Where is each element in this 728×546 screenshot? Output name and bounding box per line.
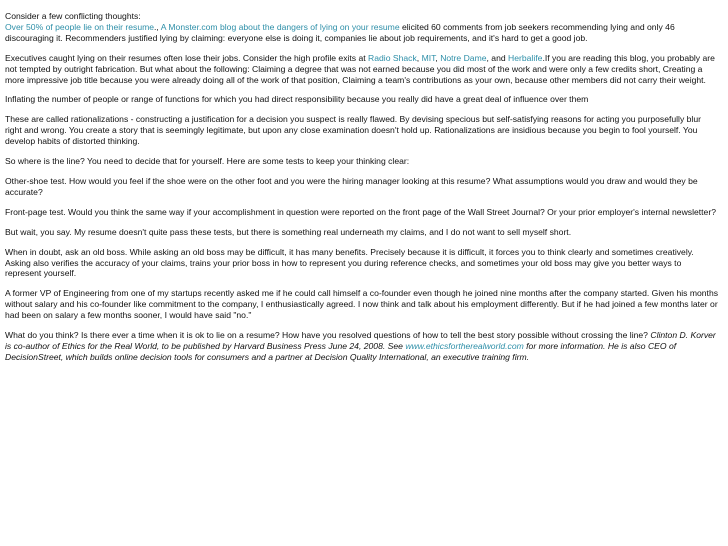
text-segment: , and [486,52,509,63]
link-herbalife[interactable]: Herbalife [508,52,543,63]
text-segment: , [416,52,422,63]
text-segment: , [435,52,441,63]
paragraph-executives [5,53,720,86]
link-ethics-for-the-real-world[interactable]: www.ethicsfortherealworld.com [405,340,524,351]
paragraph-where-is-the-line: So where is the line? You need to decide that for yourself. Here are some tests to keep your thinking clear: [5,156,410,167]
author-bio-part-2: for more information. He is also CEO of DecisionStreet, which builds online decision tools for consumers and a partner at Decision Quality International, an executive training firm. [5,340,677,362]
intro-line: Consider a few conflicting thoughts: [5,11,141,21]
link-notre-dame[interactable]: Notre Dame [440,52,487,63]
link-mit[interactable]: MIT [421,52,436,63]
text-segment: Executives caught lying on their resumes often lose their jobs. Consider the high profile exits at [5,52,369,63]
link-over-50-percent-lie[interactable]: Over 50% of people lie on their resume [5,21,155,32]
paragraph-other-shoe-test: Other-shoe test. How would you feel if the shoe were on the other foot and you were the hiring manager looking at this resume? What assumptions would you draw and would they be accurate? [5,175,698,197]
text-segment: What do you think? Is there ever a time when it is ok to lie on a resume? How have you resolved questions of how to tell the best story possible without crossing the line? [5,330,651,341]
document-body [5,11,720,372]
paragraph-ask-old-boss: When in doubt, ask an old boss. While asking an old boss may be difficult, it has many benefits. Precisely because it is difficult, it forces you to think clearly and sometimes creatively. Asking also verifies the accuracy of your claims, trains your prior boss in how to represent you during reference checks, and sometimes your old boss may give you better ways to represent yourself. [5,246,694,279]
text-segment: .If you are reading this blog, you probably are not tempted by outright fabrication. But what about the following: Claiming a degree that was not earned because you did most of the work and were only a few credits short, Creating a more impressive job title because you were already doing all of the work of that position, Claiming a team's contributions as your own, because other members did not carry their weight. [5,52,715,85]
text-segment: elicited 60 comments from job seekers recommending lying and only 46 discouraging it. Recommenders justified lying by claiming: everyone else is doing it, companies lie about job requirements, and it's hard to get a good job. [5,21,675,43]
paragraph-but-wait: But wait, you say. My resume doesn't quite pass these tests, but there is something real underneath my claims, and I do not want to sell myself short. [5,226,572,237]
text-segment: ., [154,21,161,32]
paragraph-conflicting-thoughts [5,11,720,44]
paragraph-rationalizations: These are called rationalizations - constructing a justification for a decision you suspect is really flawed. By devising specious but self-satisfying reasons for acting you purposefully blur right and wrong. You create a story that is seemingly legitimate, but upon any close examination doesn't hold up. Rationalizations are insidious because you begin to fool yourself. You develop habits of distorted thinking. [5,114,701,147]
author-bio-part-1: Clinton D. Korver is co-author of Ethics for the Real World, to be published by Harvard Business Press June 24, 2008. See [5,330,716,351]
paragraph-inflating: Inflating the number of people or range of functions for which you had direct responsibility because you really did have a great deal of influence over them [5,94,589,105]
link-radio-shack[interactable]: Radio Shack [368,52,417,63]
link-monster-blog[interactable]: A Monster.com blog about the dangers of lying on your resume [160,21,400,32]
paragraph-front-page-test: Front-page test. Would you think the same way if your accomplishment in question were reported on the front page of the Wall Street Journal? Or your prior employer's internal newsletter? [5,206,716,217]
paragraph-what-do-you-think [5,330,720,363]
paragraph-former-vp: A former VP of Engineering from one of my startups recently asked me if he could call himself a co-founder even though he joined nine months after the company started. Given his months without salary and his co-founder like commitment to the company, I enthusiastically agreed. I now think and talk about his employment differently. But if he had joined a few months later or had been on salary a few months sooner, I would have said "no." [5,288,719,321]
